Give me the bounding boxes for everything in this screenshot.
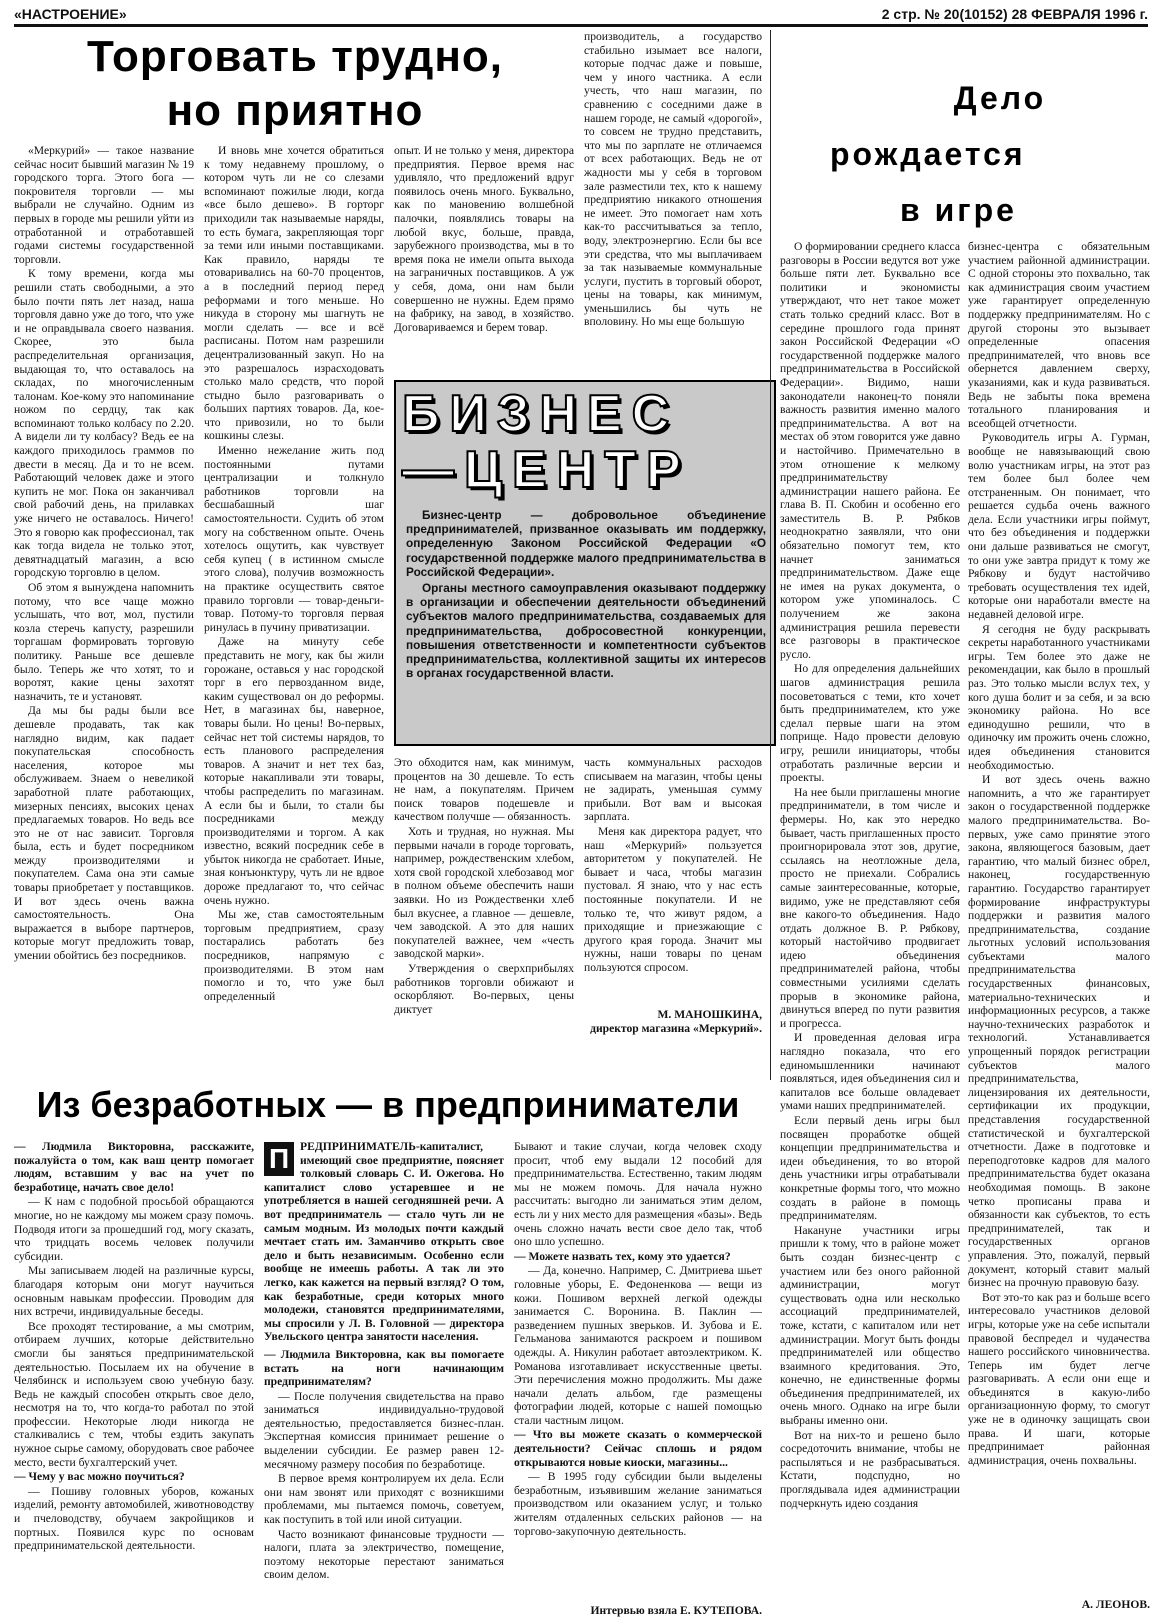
article3-intro-text: РЕДПРИНИМАТЕЛЬ-капиталист, имеющий свое предприятие, поясняет толковый словарь С. И. Ожегова. Но капиталист слово устаревшее и не употребляется в нашей сегодняшней речи. А вот предприниматель — стало чуть ли не самым модным. Из молодых почти каждый мечтает стать им. Заманчиво открыть свое дело и быть независимым. Особенно если вообще не имеешь работы. А так ли это легко, как кажется на первый взгляд? О том, как безработные, среди которых много молодежи, становятся предпринимателями, мы спросили у Л. В. Головной — директора Увельского центра занятости населения. [264,1140,504,1344]
article3-col1-p4: Все проходят тестирование, а мы смотрим, отбираем лучших, которые действительно смогли бы заняться предпринимательской деятельностью. Посылаем их на обучение в Челябинск и используем свою учебную базу. Ведь не каждый способен открыть свое дело, несмотря на то, что когда-то работал по этой профессии. Некоторые люди никогда не сталкивались с тем, чтобы ездить закупать нужное сырье самому, оборудовать свое рабочее место, вести бухгалтерский учет. [14,1319,254,1469]
article3-col2 [264,1140,504,1618]
article3-col3-p1: Бывают и такие случаи, когда человек сходу просит, чтоб ему выдали 12 пособий для предпринимательства. Естественно, таким людям мы не можем помочь. Для начала нужно рассчитать: выгодно ли заниматься этим делом, есть ли у них место для размещения «базы». Ведь очень сложно начать вести свое дело так, чтоб оно шло успешно. [514,1140,762,1249]
article3-col3-p5: — В 1995 году субсидии были выделены безработным, изъявившим желание заниматься производством или оказанием услуг, и только жителям отдаленных сельских районов — на торгово-закупочную деятельность. [514,1470,762,1538]
article1-col4-bottom-p2: Меня как директора радует, что наш «Меркурий» пользуется авторитетом у покупателей. Не бывает и часа, чтобы магазин пустовал. Я знаю, что у нас есть постоянные покупатели. И не только те, что живут рядом, а приходящие и приезжающие с другого края города. Значит мы нужны, наши товары по ценам пользуются спросом. [584,824,762,974]
article3-title: Из безработных — в предприниматели [36,1084,740,1125]
article1-signature-title: директор магазина «Меркурий». [590,1021,762,1035]
article2-col2 [968,240,1150,1592]
article1-col1 [14,144,194,1044]
article1-col4-top-p1: производитель, а государство стабильно изымает все налоги, которые подчас даже и повыше, чем у иного частника. А если учесть, что наш магазин, по сравнению с соседними даже в нашем городе, не самый «дорогой», то совсем не трудно представить, что мы по зарплате не отличаемся от всех работающих. Ведь не от жадности мы у себя в торговом зале разместили тех, кто к нашему предприятию никакого отношения не имеет. Это помогает нам хоть как-то рассчитываться за тепло, воду, электроэнергию. Если бы все эти средства, что мы выплачиваем за так называемые коммунальные услуги, пустить в торговый оборот, цены на товары, как минимум, уменьшились бы чуть не вполовину. Но мы еще большую [584,30,762,329]
column-rule [770,30,771,1080]
article1-col1-p2: К тому времени, когда мы решили стать свободными, а это было почти пять лет назад, наша торговля давно уже до того, что уже и не оправдывала своего названия. Скорее, это была распределительная организация, выдающая то, что оставалось на складах, по многочисленным талонам. Кое-кому это напоминание ножом по сердцу, так как вспоминают только колбасу по 2.20. А видели ли ту колбасу? Ведь ее на каждого приходилось граммов по двести в месяц. Да и то не всем. Работающий человек даже и этого купить не мог. Пока он заканчивал свой рабочий день, на прилавках уже ничего не оставалось. Ничего! Это я говорю как профессионал, так как тогда видела не только этот, девятнадцатый магазин, а всю городскую торговлю в целом. [14,267,194,580]
article3-col3-p2: — Можете назвать тех, кому это удается? [514,1249,731,1263]
article1-title [60,30,530,138]
article1-col3-bottom-p1: Это обходится нам, как минимум, процентов на 30 дешевле. То есть не нам, а покупателям. Причем поиск товаров подешевле и качеством получше — обязанность. [394,756,574,824]
box-title [402,386,770,498]
header-section: «НАСТРОЕНИЕ» [14,6,127,22]
article2-col1 [780,240,960,1610]
article3-col2-p1: — Людмила Викторовна, как вы помогаете встать на ноги начинающим предпринимателям? [264,1347,504,1389]
box-title-line2: —ЦЕНТР [402,441,691,499]
article1-col2-p1: И вновь мне хочется обратиться к тому недавнему прошлому, о котором чуть ли не со слезами вспоминают пожилые люди, когда «все было дешево». В горторг приходили так называемые наряды, то есть бумага, закрепляющая торг за теми или иными поставщиками. Как правило, наряды те отоваривались на 60-70 процентов, а в последний период перед реформами и того меньше. Но никуда в сторону мы шагнуть не могли сделать — все и всё расписаны. Потом нам разрешили децентрализованный закуп. Но на это разрешалось израсходовать столько мало средств, что порой стыдно было разговаривать о больших партиях товаров. Да, кое-что привозили, но то были кошкины слезы. [204,144,384,443]
article3-col3-p3: — Да, конечно. Например, С. Дмитриева шьет головные уборы, Е. Федоненкова — вещи из кожи. Пошивом верхней легкой одежды занимается С. Воронина. В. Паклин — разведением пушных зверьков. И. Зубова и Е. Гельманова занимаются раскроем и пошивом одежды. А. Никулин работает автоэлектриком. К. Романова изготавливает искусственные цветы. Эти перечисления можно продолжить. Мы даже начали делать альбом, где размещены фотографии людей, которые с нашей помощью стали частным лицом. [514,1264,762,1427]
article1-signature [584,1008,762,1035]
article2-col2-p5: Вот это-то как раз и больше всего интересовало участников деловой игры, которые уже на себе испытали правовой беспредел и чудачества нашего российского чиновничества. Теперь им будет легче разговаривать. А если они еще и объединятся в какую-либо организационную форму, то смогут уже не в одиночку защищать свои права. И шаги, которые предпринимает районная администрация, очень похвальны. [968,1290,1150,1467]
box-text-p1: Бизнес-центр — добровольное объединение предпринимателей, призванное оказывать им поддержку, определенную Законом Российской Федерации «О государственной поддержке малого предпринимательства в Российской Федерации». [406,508,766,579]
business-center-box [394,380,776,746]
article3-col3 [514,1140,762,1598]
article2-title [790,70,1150,238]
article2-col1-p5: Если первый день игры был посвящен проработке общей концепции предпринимательства и идеи объединения, то во второй день участники игры отрабатывали конкретные формы того, что можно создать в районе в помощь предпринимателям. [780,1114,960,1223]
box-text-p2: Органы местного самоуправления оказывают поддержку в организации и обеспечении деятельности объединений субъектов малого предпринимательства, создаваемых для предпринимательства, добросовестной конкуренции, повышения ответственности и компетентности субъектов предпринимательства, коллективной защиты их интересов в органах государственной власти. [406,581,766,681]
article1-col4-top [584,30,762,370]
article2-col1-p2: Но для определения дальнейших шагов администрация решила посоветоваться с теми, кто хочет быть предпринимателем, кто уже сделал первые шаги на этом поприще. Надо провести деловую игру, решили инициаторы, чтобы отработать различные версии и проекты. [780,662,960,785]
article1-col1-p3: Об этом я вынуждена напомнить потому, что все чаще можно услышать, что вот, мол, пустили козла стеречь капусту, разрешили торгашам формировать торговую политику. Раньше все дешевле было. Теперь же что хотят, то и воротят, какие цены захотят назначить, те и установят. [14,581,194,703]
article3-dropcap: П [264,1142,294,1176]
article3-col1-p2: — К нам с подобной просьбой обращаются многие, но не каждому мы можем сразу помочь. Подводя итоги за прошедший год, могу сказать, что тридцать восемь человек получили субсидии. [14,1195,254,1263]
article2-col2-p3: Я сегодня не буду раскрывать секреты наработанного участниками игры. Тем более это даже не рекомендации, как было в прошлый раз. Это только мысли вслух тех, у кого душа болит и за себя, и за всю экономику района. Но все единодушно решили, что в одиночку им прожить очень сложно, идея объединения становится необходимостью. [968,622,1150,772]
header-issue-info: 2 стр. № 20(10152) 28 ФЕВРАЛЯ 1996 г. [881,6,1148,22]
article1-col3-bottom-p2: Хоть и трудная, но нужная. Мы первыми начали в городе торговать, например, рождественским хлебом, хотя свой городской хлебозавод мог в полном объеме обеспечить наши заявки. Но из Рождественки хлеб был вкуснее, а главное — дешевле, чем заводской. А это для наших покупателей важнее, чем «честь заводской марки». [394,824,574,961]
article1-title-line1: Торговать трудно, [86,32,504,81]
article1-signature-name: М. МАНОШКИНА, [657,1008,762,1021]
article3-col1-p6: — Пошиву головных уборов, кожаных изделий, ремонту автомобилей, животноводству и пчеловодству, обучаем закройщиков и портных. Появился курс по основам предпринимательской деятельности. [14,1484,254,1553]
article1-col1-p4: Да мы бы рады были все дешевле продавать, так как наглядно видим, как падает покупательская способность населения, которое мы обслуживаем. Знаем о невеликой заработной плате работающих, мизерных пенсиях, высоких ценах предлагаемых товаров. Но ведь все это не от нас зависит. Торговля была, есть и будет посредником между производителями и покупателем. Сама она эти самые товары приобретает у поставщиков. И вот здесь очень важна самостоятельность. Она выражается в выборе партнеров, которые могут предложить товар, умении обойтись без посредников. [14,704,194,963]
article2-col2-p4: И вот здесь очень важно напомнить, а что же гарантирует закон о государственной поддержке малого предпринимательства. Во-первых, уже само принятие этого закона, являющегося базовым, дает гарантию, что малый бизнес обрел, наконец, государственную гарантию. Государство гарантирует формирование инфраструктуры поддержки и развития малого предпринимательства, создание льготных условий использования субъектами малого предпринимательства государственных финансовых, материально-технических и информационных ресурсов, а также научно-технических разработок и технологий. Устанавливается упрощенный порядок регистрации субъектов малого предпринимательства, лицензирования их деятельности, сертификации их продукции, представления государственной статистической и бухгалтерской отчетности. Даже в подготовке и переподготовке кадров для малого предпринимательства будет оказана необходимая помощь. В законе четко прописаны права и обязанности как субъектов, то есть предпринимателей, так и государственных органов управления. Это, пожалуй, первый документ, который ставит малый бизнес на прочную правовую базу. [968,773,1150,1290]
article1-col3-bottom [394,756,574,1046]
article1-col2-p4: Мы же, став самостоятельным торговым предприятием, сразу постарались работать без посредников, напрямую с производителями. В этом нам помогло и то, что уже был определенный [204,908,384,1003]
article1-col4-bottom-p1: часть коммунальных расходов списываем на магазин, чтобы цены не задирать, уменьшая сумму прибыли. Вот вам и высокая зарплата. [584,756,762,824]
article2-col1-p1: О формировании среднего класса разговоры в России ведутся вот уже больше пяти лет. Буквально все политики и экономисты утверждают, что нет такое может стать только средний класс. Вот в середине прошлого года принят закон Российской Федерации «О государственной поддержке малого предпринимательства в Российской Федерации». Видимо, наши законодатели наконец-то поняли важность развития именно малого предпринимательства. А вот на местах об этом говорится уже давно и настойчиво. Примечательно в этом отношение к мелкому предпринимательству администрации нашего района. Ее глава В. П. Скобин и особенно его заместитель В. Р. Рябков неоднократно заявляли, что они обязательно помогут тем, кто начнет заниматься предпринимательством. Даже еще не имея на руках документа, о котором уже упоминалось. С получением же закона администрация решила перевести все разговоры в практическое русло. [780,240,960,661]
article1-col4-bottom [584,756,762,1000]
article3-col3-p4: — Что вы можете сказать о коммерческой деятельности? Сейчас сплошь и рядом открываются новые киоски, магазины... [514,1428,762,1469]
article2-col2-p1: бизнес-центра с обязательным участием районной администрации. С одной стороны это похвально, так как администрация своим участием уже гарантирует определенную поддержку предпринимателям. Но с другой стороны это вызывает определенные опасения предпринимателей, что вновь все обернется давлением сверху, указаниями, как и куда развиваться. Ведь не забыты пока времена тотального планирования и всеобщей отчетности. [968,240,1150,430]
article1-col2-p2: Именно нежелание жить под постоянными путами централизации и толкнуло работников торговли на бесшабашный шаг самостоятельности. Судить об этом могу на собственном опыте. Очень хотелось ощутить, как чувствует себя купец ( в истинном смысле этого слова), получив возможность на практике осуществить святое правило торговли — товар-деньги-товар. Потому-то торговля первая ринулась в пучину приватизации. [204,444,384,634]
article1-col3-top [394,144,574,370]
article1-col3-bottom-p3: Утверждения о сверхприбылях работников торговли обижают и оскорбляют. Во-первых, цены диктует [394,961,574,1016]
article3-col2-p3: В первое время контролируем их дела. Если они нам звонят или приходят с возникшими проблемами, мы пытаемся помочь, советуем, как поступить в той или иной ситуации. [264,1472,504,1527]
article1-col2 [204,144,384,1044]
box-text [406,508,766,682]
article3-col1-p1: — Людмила Викторовна, расскажите, пожалуйста о том, как ваш центр помогает людям, вставшим у вас на учет по безработице, начать свое дело! [14,1140,254,1194]
article2-title-line2: рождается [830,136,1026,172]
page-header [14,6,1148,27]
article1-col3-top-p1: опыт. И не только у меня, директора предприятия. Первое время нас удивляло, что предложений вдруг появилось очень много. Буквально, как по мановению волшебной палочки, появлялись товары на любой вкус, больше, правда, зарубежного производства, мы в то время пока не имели опыта выхода на заграничных поставщиков. А уж у себя, дома, они нам были совершенно не нужны. Едем прямо на фабрику, на завод, в хозяйство. Договариваемся и берем товар. [394,144,574,334]
article3-col1-p3: Мы записываем людей на различные курсы, благодаря которым они могут научиться основным навыкам профессии. Проводим для них встречи, индивидуальные беседы. [14,1264,254,1319]
article1-col1-p1: «Меркурий» — такое название сейчас носит бывший магазин № 19 городского торга. Этого бога — покровителя торговли — мы выбрали не случайно. Одним из первых в городе мы решили уйти из отработанной и отработавшей годами системы государственной торговли. [14,144,194,266]
article3-col2-p4: Часто возникают финансовые трудности — налоги, плата за электричество, помещение, поэтому некоторые перестают заниматься своим делом. [264,1527,504,1582]
article2-col2-p2: Руководитель игры А. Гурман, вообще не навязывающий свою волю участникам игры, на этот раз тем более был более чем отстраненным. Он понимает, что решается судьба очень важного дела. Если участники игры поймут, что без объединения и поддержки они дальше развиваться не смогут, то они уже завтра придут к тому же Рябкову и будут настойчиво требовать осуществления тех идей, которые они наработали вместе на недавней деловой игре. [968,431,1150,622]
article1-title-line2: но приятно [166,86,424,135]
article2-signature: А. ЛЕОНОВ. [1081,1598,1150,1611]
box-title-line1: БИЗНЕС [402,385,680,443]
article2-col1-p3: На нее были приглашены многие предприниматели, в том числе и фермеры. Но, как это нередко бывает, часть приглашенных просто проигнорировала этот зов, другие, ссылаясь на неотложные дела, просто не приехали. Собрались самые заинтересованные, которые, видимо, уже не представляют себя вне какого-то объединения. Надо отдать должное В. Р. Рябкову, который настойчиво продвигает идею объединения предпринимателей района, чтобы совместными усилиями сделать прорыв в экономике района, двинуться вперед по пути развития и прогресса. [780,785,960,1030]
article3-signature: Интервью взяла Е. КУТЕПОВА. [590,1604,762,1617]
article3-intro [264,1140,504,1344]
article2-title-line3: в игре [900,192,1017,228]
article2-col1-p6: Накануне участники игры пришли к тому, что в районе может быть создан бизнес-центр с участием или без оного районной администрации, могут существовать одна или несколько ассоциаций предпринимателей, тоже, кстати, с капиталом или нет администрации. Могут быть фонды предпринимателей или общество взаимного кредитования. Это, конечно, не единственные формы объединения предпринимателей, их очень много. Однако на игре были выбраны именно они. [780,1223,960,1428]
article2-col1-p4: И проведенная деловая игра наглядно показала, что его единомышленники начинают появляться, идея объединения сил и капиталов все больше овладевает умами наших предпринимателей. [780,1031,960,1113]
article3-col1 [14,1140,254,1618]
article2-col1-p7: Вот на них-то и решено было сосредоточить внимание, чтобы не распыляться и не разбрасываться. Кстати, подспудно, но проглядывала идея администрации подчеркнуть идею создания [780,1428,960,1510]
article1-col2-p3: Даже на минуту себе представить не могу, как бы жили горожане, оставься у нас городской торг в его первозданном виде, каким существовал он до реформы. Нет, в магазинах бы, наверное, товары были. Но цены! Во-первых, сейчас нет той системы нарядов, то есть планового распределения товаров. А значит и нет тех баз, которые накапливали эти товары, чтобы распределить по магазинам. А если бы и были, то стали бы посредниками между производителями и торгом. А как известно, всякий посредник себе в убыток никогда не сработает. Иные, зная конъюнктуру, чуть ли не вдвое дороже предлагают то, что сейчас очень нужно. [204,635,384,907]
article3-col1-p5: — Чему у вас можно поучиться? [14,1470,185,1484]
article3-col2-p2: — После получения свидетельства на право заниматься индивидуально-трудовой деятельностью, предоставляется бизнес-план. Экспертная комиссия принимает решение о выделении субсидии. Ее размер равен 12-месячному размеру пособия по безработице. [264,1389,504,1471]
article2-title-line1: Дело [953,80,1047,116]
